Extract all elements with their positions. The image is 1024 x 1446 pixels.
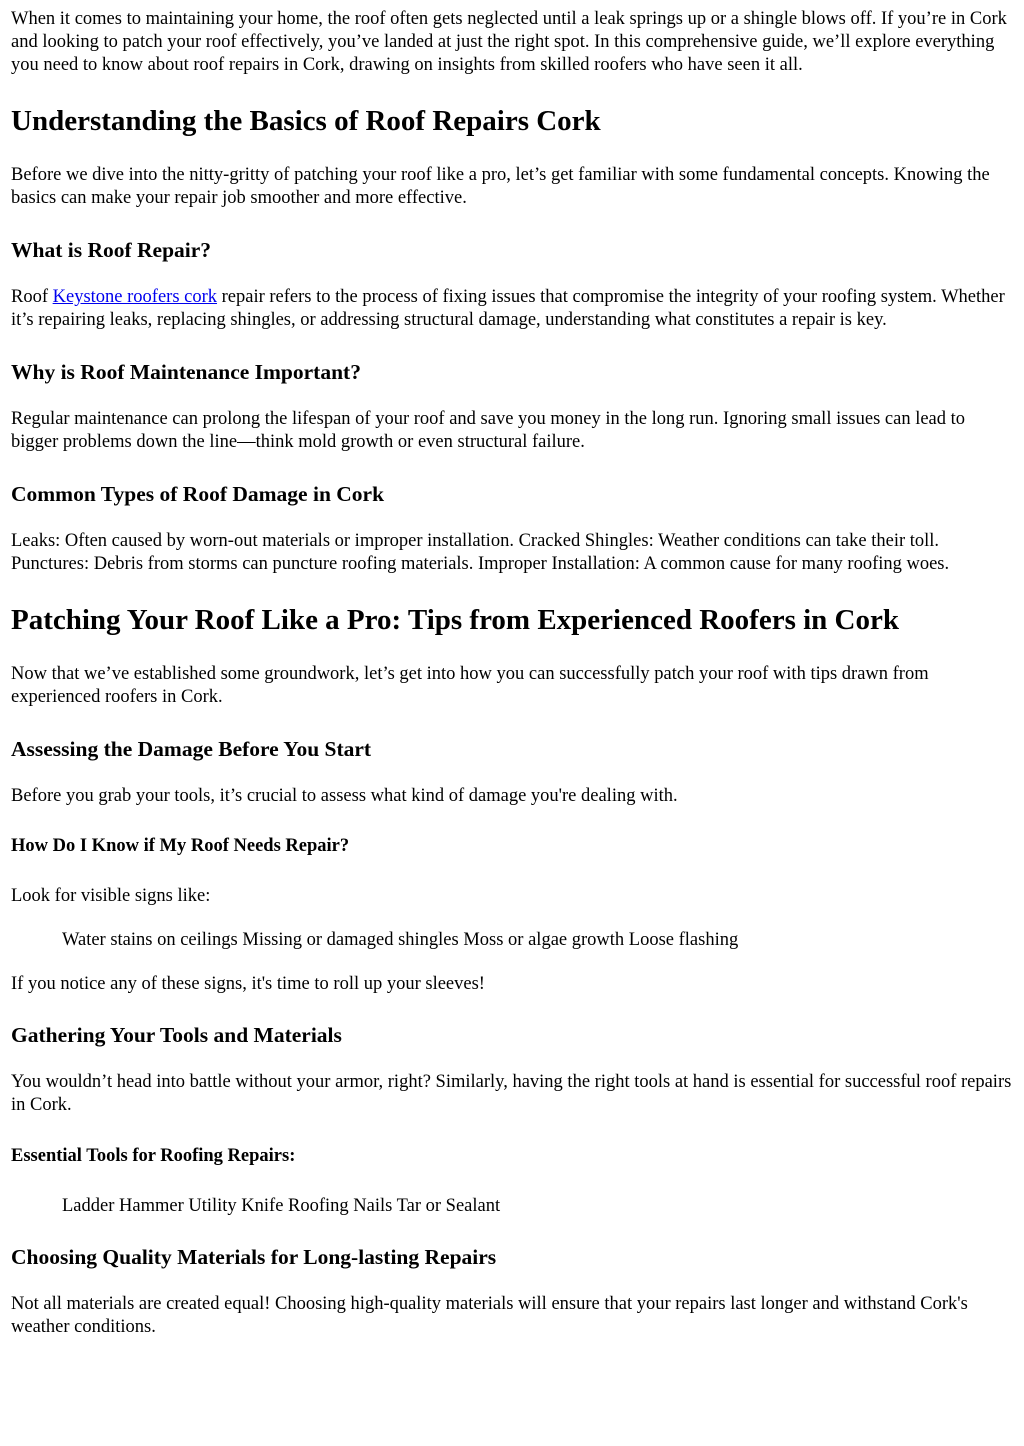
signs-list: Water stains on ceilings Missing or damaged shingles Moss or algae growth Loose flashing [62,930,739,950]
heading-why-maintenance: Why is Roof Maintenance Important? [11,360,361,384]
tools-list: Ladder Hammer Utility Knife Roofing Nails Tar or Sealant [62,1196,501,1216]
roof-repair-paragraph [11,286,1014,332]
heading-how-do-i-know: How Do I Know if My Roof Needs Repair? [11,836,350,856]
heading-understanding-basics: Understanding the Basics of Roof Repairs Cork [11,105,601,137]
heading-gathering-tools: Gathering Your Tools and Materials [11,1023,342,1047]
keystone-roofers-link[interactable]: Keystone roofers cork [52,287,218,307]
roof-repair-text-after: repair refers to the process of fixing issues that compromise the integrity of your roofing system. Whether it’s repairing leaks, replacing shingles, or addressing structural damage, understanding what constitutes a repair is key. [11,287,1005,330]
materials-paragraph: Not all materials are created equal! Choosing high-quality materials will ensure that your repairs last longer and withstand Cork's weather conditions. [11,1294,968,1337]
intro-paragraph: When it comes to maintaining your home, the roof often gets neglected until a leak springs up or a shingle blows off. If you’re in Cork and looking to patch your roof effectively, you’ve landed at just the right spot. In this comprehensive guide, we’ll explore everything you need to know about roof repairs in Cork, drawing on insights from skilled roofers who have seen it all. [11,9,1007,75]
heading-common-damage: Common Types of Roof Damage in Cork [11,482,385,506]
heading-what-is-roof-repair: What is Roof Repair? [11,238,212,262]
heading-patching-like-pro: Patching Your Roof Like a Pro: Tips from Experienced Roofers in Cork [11,604,899,636]
heading-quality-materials: Choosing Quality Materials for Long-lasting Repairs [11,1245,497,1269]
roof-repair-text-before: Roof [11,287,53,307]
signs-intro-paragraph: Look for visible signs like: [11,886,211,906]
basics-paragraph: Before we dive into the nitty-gritty of patching your roof like a pro, let’s get familiar with some fundamental concepts. Knowing the basics can make your repair job smoother and more effective. [11,165,990,208]
maintenance-paragraph: Regular maintenance can prolong the lifespan of your roof and save you money in the long run. Ignoring small issues can lead to bigger problems down the line—think mold growth or even structural failure. [11,409,966,452]
patching-paragraph: Now that we’ve established some groundwork, let’s get into how you can successfully patch your roof with tips drawn from experienced roofers in Cork. [11,664,929,707]
heading-essential-tools: Essential Tools for Roofing Repairs: [11,1146,296,1166]
common-damage-paragraph: Leaks: Often caused by worn-out materials or improper installation. Cracked Shingles: Weather conditions can take their toll. Punctures: Debris from storms can puncture roofing materials. Improper Installation: A common cause for many roofing woes. [11,531,950,574]
heading-assessing-damage: Assessing the Damage Before You Start [11,737,372,761]
gathering-paragraph: You wouldn’t head into battle without your armor, right? Similarly, having the right tools at hand is essential for successful roof repairs in Cork. [11,1072,1012,1115]
assessing-paragraph: Before you grab your tools, it’s crucial to assess what kind of damage you're dealing with. [11,786,678,806]
signs-after-paragraph: If you notice any of these signs, it's time to roll up your sleeves! [11,974,485,994]
